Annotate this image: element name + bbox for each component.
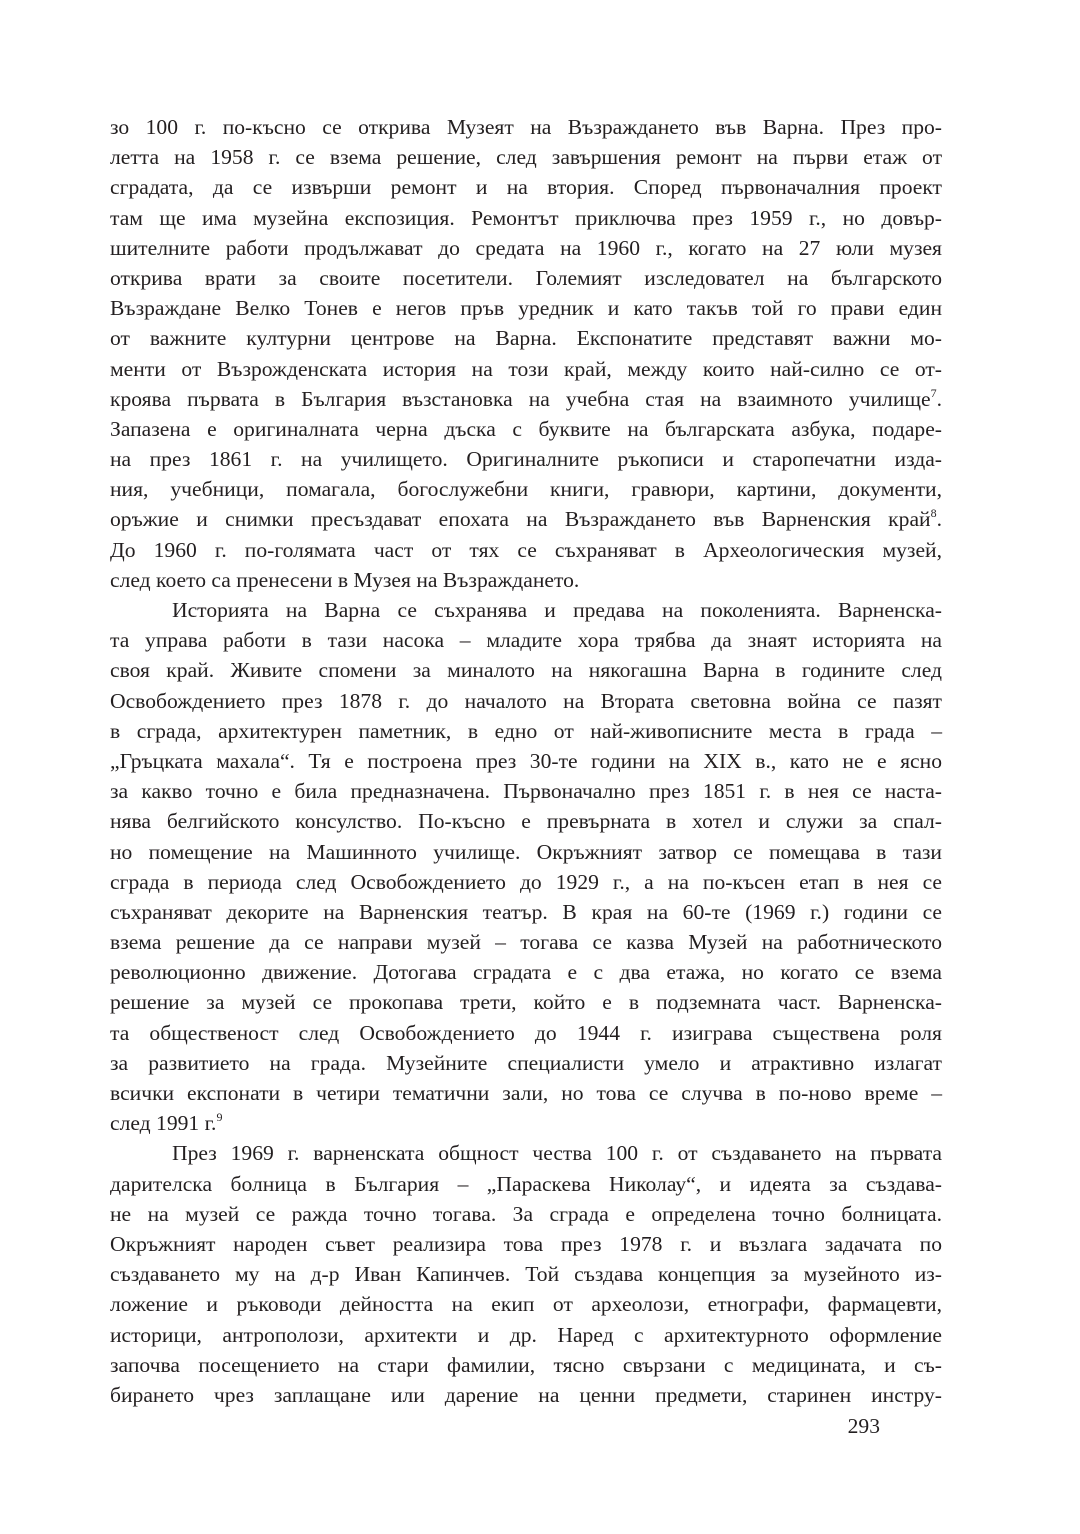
- text-line: своя край. Живите спомени за миналото на някогашна Варна в годините след: [110, 658, 942, 683]
- text-line: Освобождението през 1878 г. до началото на Втората световна война се пазят: [110, 688, 942, 713]
- text-line: всички експонати в четири тематични зали, но това се случва в по-ново време –: [110, 1081, 942, 1105]
- text-line-content: след 1991 г.: [110, 1111, 217, 1136]
- text-line: През 1969 г. варненската общност чества 100 г. от създаването на първата: [172, 1141, 942, 1166]
- text-line: открива врати за своите посетители. Големият изследовател на българското: [110, 265, 942, 290]
- text-line: ния, учебници, помагала, богослужебни книги, гравюри, картини, документи,: [110, 477, 942, 502]
- text-line: шителните работи продължават до средата на 1960 г., когато на 27 юли музея: [110, 235, 942, 260]
- text-line: от важните културни центрове на Варна. Експонатите представят важни мо-: [110, 326, 942, 351]
- text-line-content: кроява първата в България възстановка на учебна стая на взаимното училище: [110, 386, 931, 411]
- text-line: сградата, да се извърши ремонт и на втория. Според първоначалния проект: [110, 175, 942, 200]
- footnote-ref-8[interactable]: 8: [930, 506, 937, 521]
- text-line: сграда в периода след Освобождението до 1929 г., а на по-късен етап в нея се: [110, 869, 942, 894]
- text-line-with-footnote: [110, 504, 942, 534]
- page-number: 293: [847, 1414, 880, 1438]
- text-line: там ще има музейна експозиция. Ремонтът приключва през 1959 г., но довър-: [110, 205, 942, 230]
- text-line-with-footnote: [110, 1108, 942, 1138]
- body-text: [110, 112, 942, 1410]
- text-line: До 1960 г. по-голямата част от тях се съхраняват в Археологическия музей,: [110, 537, 942, 562]
- text-line-content: оръжие и снимки пресъздават епохата на Възраждането във Варненския край: [110, 507, 931, 532]
- text-line: Възраждане Велко Тонев е негов пръв уредник и като такъв той го прави един: [110, 296, 942, 321]
- text-line: бирането чрез заплащане или дарение на ценни предмети, старинен инстру-: [110, 1382, 942, 1407]
- text-line: историци, антрополози, архитекти и др. Наред с архитектурното оформление: [110, 1322, 942, 1347]
- text-line: но помещение на Машинното училище. Окръжният затвор се помещава в тази: [110, 839, 942, 864]
- text-line: в сграда, архитектурен паметник, в едно от най-живописните места в града –: [110, 718, 942, 743]
- text-line: „Гръцката махала“. Тя е построена през 30-те години на XIX в., като не е ясно: [110, 748, 942, 773]
- text-line: та управа работи в тази насока – младите хора трябва да знаят историята на: [110, 628, 942, 653]
- text-line: дарителска болница в България – „Параскева Николау“, и идеята за създава-: [110, 1171, 942, 1196]
- paragraph-2: [110, 595, 942, 1138]
- paragraph-1: [110, 112, 942, 595]
- text-line-tail: .: [936, 507, 942, 532]
- text-line: Историята на Варна се съхранява и предава на поколенията. Варненска-: [172, 598, 942, 622]
- paragraph-3: [110, 1138, 942, 1410]
- text-line: на през 1861 г. на училището. Оригиналните ръкописи и старопечатни изда-: [110, 447, 942, 472]
- text-line: революционно движение. Дотогава сградата е с два етажа, но когато се взема: [110, 960, 942, 985]
- text-line: не на музей се ражда точно тогава. За сграда е определена точно болницата.: [110, 1201, 942, 1226]
- text-line: летта на 1958 г. се взема решение, след завършения ремонт на първи етаж от: [110, 145, 942, 170]
- text-line: ложение и ръководи дейността на екип от археолози, етнографи, фармацевти,: [110, 1292, 942, 1317]
- text-line: след което са пренесени в Музея на Възраждането.: [110, 567, 580, 592]
- text-line-with-footnote: [110, 384, 942, 414]
- text-line: за развитието на града. Музейните специалисти умело и атрактивно излагат: [110, 1050, 942, 1075]
- text-line-tail: .: [936, 386, 942, 411]
- text-line: зо 100 г. по-късно се открива Музеят на Възраждането във Варна. През про-: [110, 115, 942, 139]
- text-line: взема решение да се направи музей – тогава се казва Музей на работническото: [110, 930, 942, 955]
- text-line: за какво точно е била предназначена. Първоначално през 1851 г. в нея се наста-: [110, 779, 942, 804]
- text-line: започва посещението на стари фамилии, тясно свързани с медицината, и съ-: [110, 1352, 942, 1377]
- footnote-ref-9[interactable]: 9: [216, 1110, 223, 1124]
- text-line: създаването му на д-р Иван Капинчев. Той създава концепция за музейното из-: [110, 1262, 942, 1287]
- footnote-ref-7[interactable]: 7: [930, 385, 937, 400]
- text-line: Окръжният народен съвет реализира това през 1978 г. и възлага задачата по: [110, 1231, 942, 1256]
- text-line: Запазена е оригиналната черна дъска с буквите на българската азбука, подаре-: [110, 416, 942, 441]
- text-line: съхраняват декорите на Варненския театър. В края на 60-те (1969 г.) години се: [110, 899, 942, 924]
- text-line: та общественост след Освобождението до 1944 г. изиграва съществена роля: [110, 1020, 942, 1045]
- text-line: нява белгийското консулство. По-късно е превърната в хотел и служи за спал-: [110, 809, 942, 834]
- text-line: решение за музей се прокопава трети, който е в подземната част. Варненска-: [110, 990, 942, 1015]
- text-line: менти от Възрожденската история на този край, между които най-силно се от-: [110, 356, 942, 381]
